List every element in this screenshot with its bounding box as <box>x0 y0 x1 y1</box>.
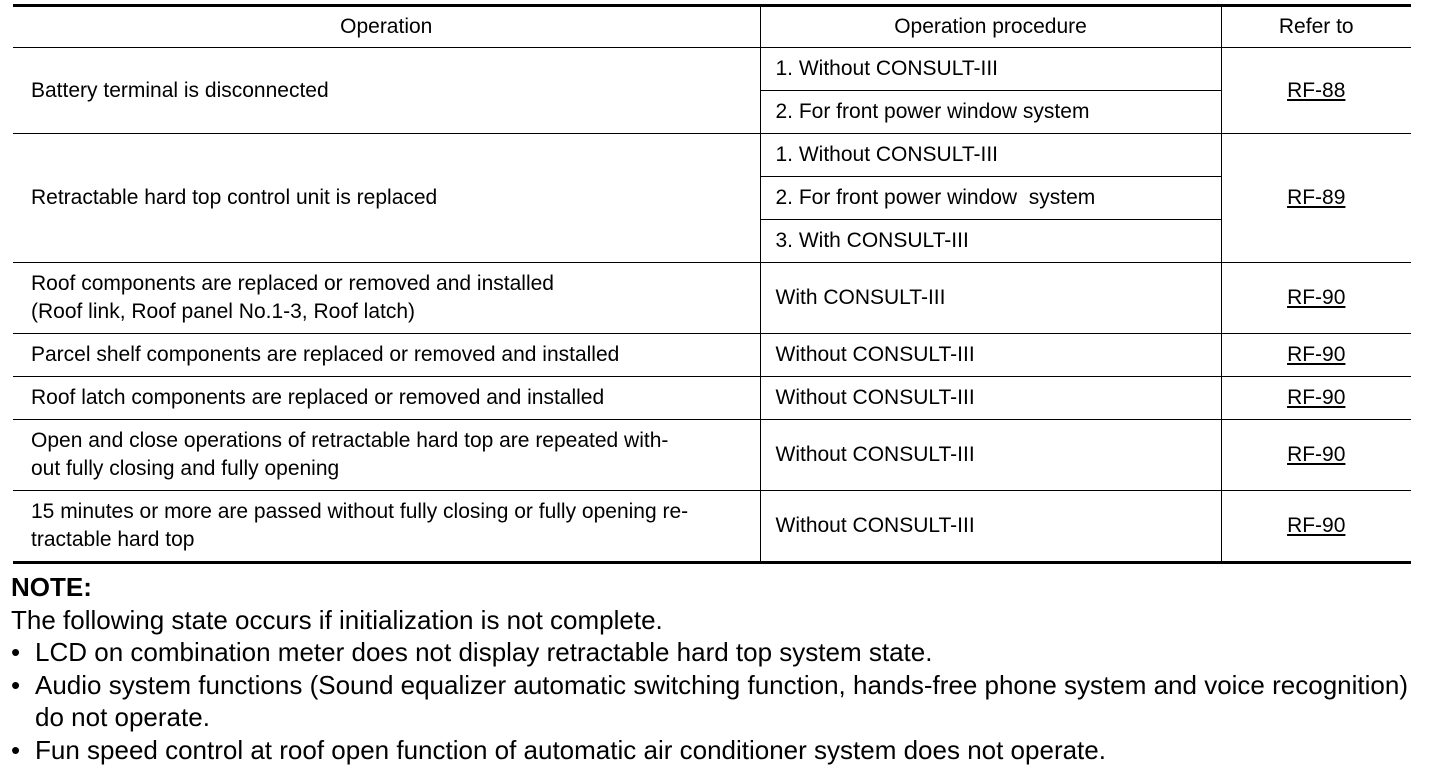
operation-text: Retractable hard top control unit is replaced <box>31 186 438 209</box>
operation-cell <box>13 263 760 334</box>
note-intro: The following state occurs if initialization is not complete. <box>11 604 663 635</box>
operation-text: Parcel shelf components are replaced or removed and installed <box>31 343 620 366</box>
operation-text: Open and close operations of retractable hard top are repeated with- <box>31 429 669 452</box>
procedure-cell: 2. For front power window system <box>760 177 1221 220</box>
list-item <box>11 669 1431 734</box>
procedure-cell: Without CONSULT-III <box>760 491 1221 563</box>
procedure-cell: 1. Without CONSULT-III <box>760 134 1221 177</box>
procedure-cell: 3. With CONSULT-III <box>760 220 1221 263</box>
operation-text: 15 minutes or more are passed without fully closing or fully opening re- <box>31 500 689 523</box>
refer-link[interactable]: RF-90 <box>1221 377 1411 420</box>
operation-text: tractable hard top <box>31 528 195 551</box>
operation-cell <box>13 134 760 263</box>
table-header-row <box>13 6 1411 48</box>
note-item-text: Audio system functions (Sound equalizer automatic switching function, hands-free phone system and voice recognition) do not operate. <box>35 669 1408 732</box>
refer-link[interactable]: RF-90 <box>1221 420 1411 491</box>
procedure-cell: Without CONSULT-III <box>760 334 1221 377</box>
operation-text: Roof components are replaced or removed and installed <box>31 272 554 295</box>
bullet-icon: • <box>11 734 21 765</box>
table-row <box>13 334 1411 377</box>
operation-cell <box>13 48 760 134</box>
header-operation-procedure: Operation procedure <box>760 6 1221 48</box>
operation-cell <box>13 377 760 420</box>
procedure-cell: Without CONSULT-III <box>760 377 1221 420</box>
list-item <box>11 636 1431 669</box>
refer-link[interactable]: RF-90 <box>1221 491 1411 563</box>
operation-cell <box>13 491 760 563</box>
list-item <box>11 734 1431 766</box>
bullet-icon: • <box>11 637 21 667</box>
operation-text: Roof latch components are replaced or removed and installed <box>31 386 605 409</box>
procedure-cell: 1. Without CONSULT-III <box>760 48 1221 91</box>
table-row <box>13 48 1411 91</box>
operation-text: out fully closing and fully opening <box>31 457 340 480</box>
table-row <box>13 377 1411 420</box>
refer-link[interactable]: RF-88 <box>1221 48 1411 134</box>
refer-link[interactable]: RF-90 <box>1221 263 1411 334</box>
note-item-text: LCD on combination meter does not display retractable hard top system state. <box>35 637 933 667</box>
table-row <box>13 491 1411 563</box>
refer-link[interactable]: RF-90 <box>1221 334 1411 377</box>
procedure-cell: Without CONSULT-III <box>760 420 1221 491</box>
bullet-icon: • <box>11 669 21 700</box>
note-item-text: Fun speed control at roof open function of automatic air conditioner system does not operate. <box>35 734 1106 765</box>
operation-text: Battery terminal is disconnected <box>31 78 329 102</box>
procedure-cell: With CONSULT-III <box>760 263 1221 334</box>
operation-cell <box>13 420 760 491</box>
note-title: NOTE: <box>11 572 92 602</box>
table-row <box>13 134 1411 177</box>
operation-text: (Roof link, Roof panel No.1-3, Roof latch) <box>31 300 416 323</box>
initialization-table <box>13 4 1411 564</box>
refer-link[interactable]: RF-89 <box>1221 134 1411 263</box>
procedure-cell: 2. For front power window system <box>760 91 1221 134</box>
note-section <box>11 571 1431 766</box>
operation-cell <box>13 334 760 377</box>
note-list <box>11 636 1431 766</box>
header-operation: Operation <box>13 6 760 48</box>
table-row <box>13 263 1411 334</box>
header-refer-to: Refer to <box>1221 6 1411 48</box>
table-row <box>13 420 1411 491</box>
